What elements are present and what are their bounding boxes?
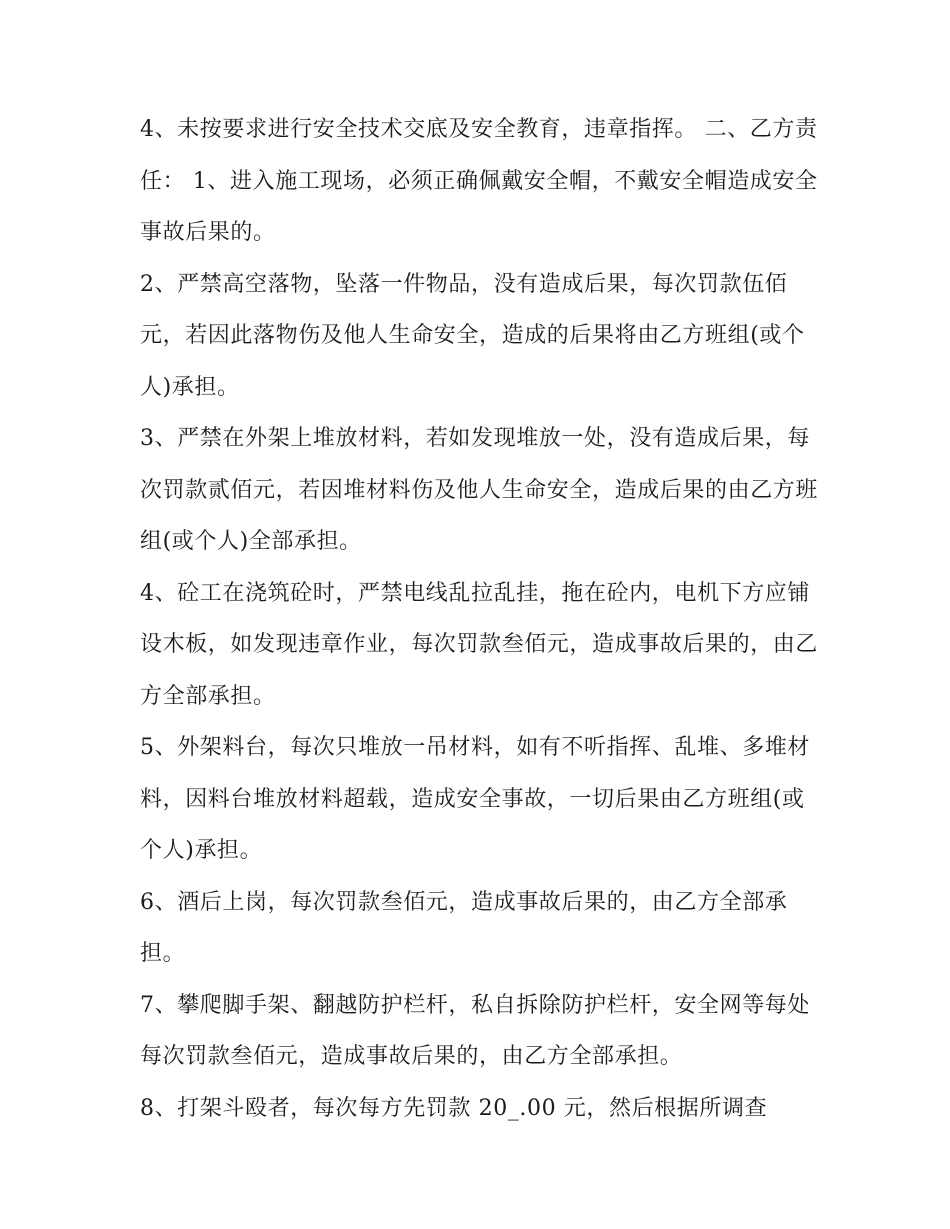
paragraph-item-6: 6、酒后上岗，每次罚款叁佰元，造成事故后果的，由乙方全部承担。: [140, 889, 788, 966]
paragraph-item-8: 8、打架斗殴者，每次每方先罚款 20_.00 元，然后根据所调查: [140, 1095, 768, 1121]
paragraph-item-7: 7、攀爬脚手架、翻越防护栏杆，私自拆除防护栏杆，安全网等每处每次罚款叁佰元，造成事故后果的，由乙方全部承担。: [140, 992, 810, 1069]
paragraph-item-2: 2、严禁高空落物，坠落一件物品，没有造成后果，每次罚款伍佰元，若因此落物伤及他人生命安全，造成的后果将由乙方班组(或个人)承担。: [140, 271, 805, 400]
paragraph-item-4-and-party-b-item-1: 4、未按要求进行安全技术交底及安全教育，违章指挥。 二、乙方责任： 1、进入施工现场，必须正确佩戴安全帽，不戴安全帽造成安全事故后果的。: [140, 117, 818, 245]
paragraph-item-5: 5、外架料台，每次只堆放一吊材料，如有不听指挥、乱堆、多堆材料，因料台堆放材料超载，造成安全事故，一切后果由乙方班组(或个人)承担。: [140, 735, 810, 863]
document-body: [140, 104, 820, 1134]
paragraph-item-3: 3、严禁在外架上堆放材料，若如发现堆放一处，没有造成后果，每次罚款贰佰元，若因堆材料伤及他人生命安全，造成后果的由乙方班组(或个人)全部承担。: [140, 426, 819, 554]
paragraph-item-4: 4、砼工在浇筑砼时，严禁电线乱拉乱挂，拖在砼内，电机下方应铺设木板，如发现违章作业，每次罚款叁佰元，造成事故后果的，由乙方全部承担。: [140, 580, 819, 709]
